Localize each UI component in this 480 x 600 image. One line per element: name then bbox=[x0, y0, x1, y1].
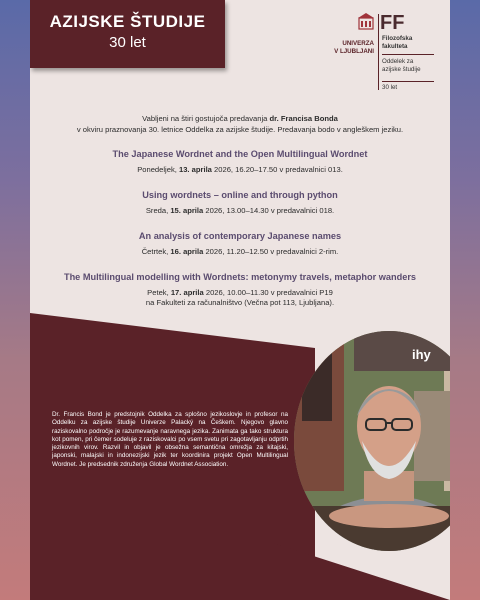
title-banner bbox=[30, 0, 225, 68]
lecture-title: Using wordnets – online and through python bbox=[142, 190, 338, 200]
logo-rule bbox=[382, 81, 434, 82]
faculty-logo bbox=[326, 10, 446, 90]
logo-divider bbox=[378, 14, 379, 90]
lecture-info bbox=[50, 114, 430, 308]
lecture-item bbox=[50, 149, 430, 175]
speaker-name: dr. Francisa Bonda bbox=[269, 114, 338, 123]
lecture-item bbox=[50, 190, 430, 216]
banner-subtitle: 30 let bbox=[109, 34, 146, 51]
cafe-sign-text: ihy bbox=[412, 347, 431, 362]
lecture-title: The Multilingual modelling with Wordnets: metonymy travels, metaphor wanders bbox=[63, 272, 417, 282]
department-name: Oddelek za azijske študije bbox=[382, 58, 421, 73]
poster bbox=[30, 0, 450, 600]
logo-rule bbox=[382, 54, 434, 55]
lecture-time: Sreda, 15. aprila 2026, 13.00–14.30 v predavalnici 018. bbox=[145, 206, 335, 215]
speaker-bio: Dr. Francis Bond je predstojnik Oddelka za splošno jezikoslovje in profesor na Oddelku za azijske študije Univerze Palacký na Češkem. Njegovo glavno raziskovalno področje je razumevanje naravnega jezika. Zanimata ga tako struktura kot pomen, pri čemer sodeluje z raziskovalci po vsem svetu pri zagotavljanju odprtih jezikovnih virov. Razvil in objavil je obsežna semantična omrežja za kitajski, japonski, malajski in indonezijski jezik ter koordinira projekt Open Multilingual Wordnet. Je predsednik združenja Global Wordnet Association. bbox=[52, 411, 288, 468]
logo-years: 30 let bbox=[382, 84, 398, 91]
lecture-item bbox=[50, 272, 430, 308]
faculty-name: Filozofska fakulteta bbox=[382, 35, 413, 50]
invitation-text: Vabljeni na štiri gostujoča predavanja dr. Francisa Bonda v okviru praznovanja 30. letnice Oddelka za azijske študije. Predavanja bodo v angleškem jeziku. bbox=[76, 114, 404, 134]
lecture-title: An analysis of contemporary Japanese names bbox=[138, 231, 342, 241]
university-building-icon bbox=[358, 12, 374, 30]
lecture-time: Četrtek, 16. aprila 2026, 11.20–12.50 v predavalnici 2-rim. bbox=[141, 247, 339, 256]
lecture-time: Ponedeljek, 13. aprila 2026, 16.20–17.50 v predavalnici 013. bbox=[137, 165, 343, 174]
lecture-item bbox=[50, 231, 430, 257]
ff-mark: FF bbox=[380, 12, 405, 34]
lecture-title: The Japanese Wordnet and the Open Multilingual Wordnet bbox=[112, 149, 368, 159]
university-name: UNIVERZA V LJUBLJANI bbox=[334, 40, 374, 55]
lecture-time: Petek, 17. aprila 2026, 10.00–11.30 v predavalnici P19 na Fakulteti za računalništvo (Večna pot 113, Ljubljana). bbox=[145, 288, 335, 307]
banner-title: AZIJSKE ŠTUDIJE bbox=[49, 12, 206, 31]
